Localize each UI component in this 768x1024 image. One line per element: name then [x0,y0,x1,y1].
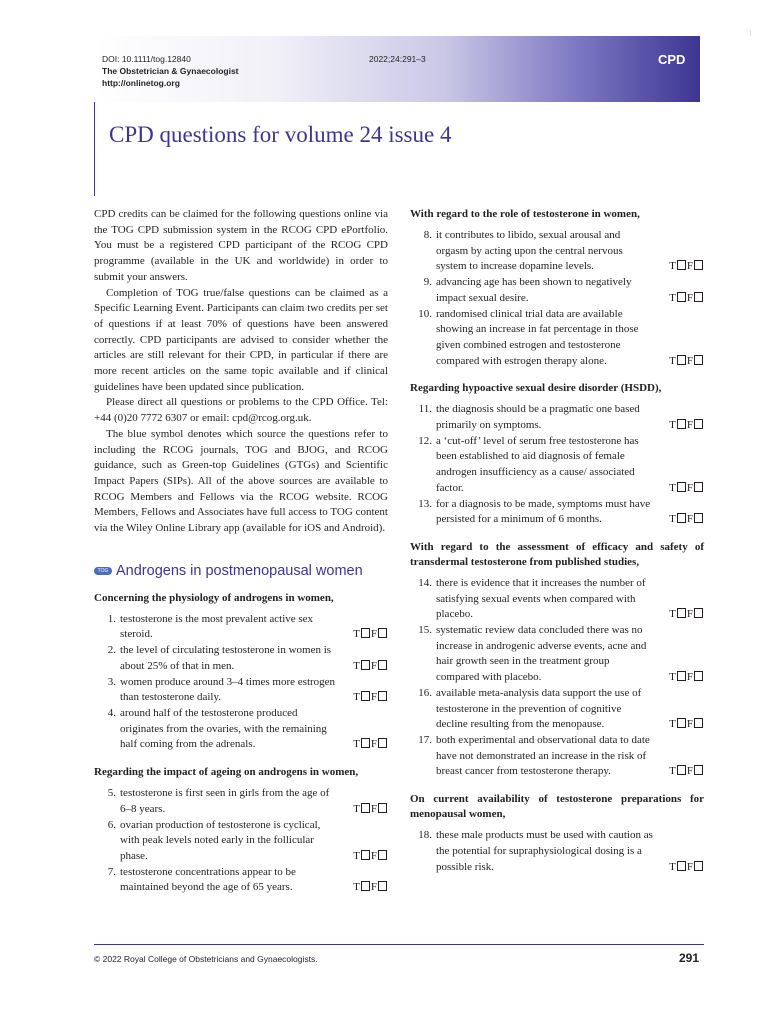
true-checkbox[interactable] [361,628,370,638]
false-label: F [370,628,377,641]
question-list [94,786,388,896]
title-rule [94,102,95,196]
question-text: advancing age has been shown to negatively impact sexual desire. [436,276,632,304]
true-label: T [669,765,676,778]
question-item [94,818,388,865]
question-item [94,865,388,896]
question-item [94,706,388,753]
section-title: Androgens in postmenopausal women [116,562,363,579]
true-label: T [669,354,676,367]
true-checkbox[interactable] [677,608,686,618]
true-label: T [669,260,676,273]
footer-copyright: © 2022 Royal College of Obstetricians and Gynaecologists. [94,954,318,964]
true-false-answer [669,607,704,623]
question-group-heading: With regard to the role of testosterone in women, [410,208,640,220]
false-checkbox[interactable] [694,292,703,302]
true-label: T [669,291,676,304]
false-checkbox[interactable] [694,718,703,728]
question-number: 1. [107,612,116,625]
false-checkbox[interactable] [694,861,703,871]
true-label: T [669,671,676,684]
true-false-answer [669,418,704,434]
question-item [410,623,704,686]
true-false-answer [669,481,704,497]
question-text: randomised clinical trial data are available showing an increase in fat percentage in those given combined estrogen and testosterone compared with estrogen therapy alone. [436,307,639,367]
question-item [410,228,704,275]
question-list [410,576,704,780]
false-label: F [686,481,693,494]
true-label: T [669,419,676,432]
false-label: F [686,608,693,621]
question-text: it contributes to libido, sexual arousal and orgasm by acting upon the central nervous system to increase dopamine levels. [436,229,623,273]
question-text: testosterone is the most prevalent active sex steroid. [120,612,314,641]
question-text: these male products must be used with caution as the potential for supraphysiological dosing is a possible risk. [436,829,653,873]
true-checkbox[interactable] [677,765,686,775]
question-item [94,612,388,643]
false-label: F [370,659,377,672]
false-label: F [686,860,693,873]
journal-name: The Obstetrician & Gynaecologist [102,66,239,76]
side-download-notice: … [748,30,754,36]
question-text: testosterone is first seen in girls from the age of 6–8 years. [120,787,330,815]
question-text: systematic review data concluded there was no increase in androgenic adverse events, acne and hair growth seen in the treatment group compared with placebo. [436,624,647,684]
false-checkbox[interactable] [378,738,387,748]
false-checkbox[interactable] [378,881,387,891]
question-group-heading: Regarding the impact of ageing on androgens in women, [94,766,359,779]
true-false-answer [669,670,704,686]
false-checkbox[interactable] [378,803,387,813]
true-false-answer [353,849,388,865]
tog-source-icon: TOG [94,567,112,575]
true-false-answer [669,259,704,275]
footer-rule [94,944,704,945]
true-checkbox[interactable] [361,691,370,701]
question-group-heading: Concerning the physiology of androgens in women, [94,591,334,604]
false-checkbox[interactable] [694,765,703,775]
true-false-answer [669,354,704,370]
question-item [410,733,704,780]
question-item [410,307,704,370]
question-item [410,497,704,528]
intro-paragraph: Completion of TOG true/false questions can be claimed as a Specific Learning Event. Participants can claim two credits per set of questions if at least 70% of questions have been answered correctly. CPD participants are advised to consider whether the articles are still relevant for their CPD, in particular if there are more recent articles on the same topic available and if clinical guidelines have been updated since publication. [94,286,388,393]
question-item [94,643,388,674]
true-false-answer [353,737,388,753]
question-number: 14. [418,576,432,589]
question-item [94,786,388,817]
question-group-heading: On current availability of testosterone preparations for menopausal women, [410,793,704,821]
true-label: T [669,608,676,621]
question-list [94,612,388,753]
true-false-answer [669,860,704,876]
false-label: F [686,671,693,684]
question-item [410,275,704,306]
question-list [410,828,704,875]
question-text: both experimental and observational data to date have not demonstrated an increase in the risk of breast cancer from testosterone therapy. [436,733,650,778]
question-text: women produce around 3–4 times more estrogen than testosterone daily. [120,675,336,704]
true-checkbox[interactable] [361,660,370,670]
question-text: ovarian production of testosterone is cyclical, with peak levels noted early in the follicular phase. [120,818,321,862]
false-checkbox[interactable] [694,355,703,365]
false-label: F [370,849,377,862]
true-label: T [669,860,676,873]
doi-text: DOI: 10.1111/tog.12840 [102,54,191,64]
true-false-answer [669,512,704,528]
question-item [410,828,704,875]
true-label: T [353,628,360,641]
true-checkbox[interactable] [361,803,370,813]
question-item [410,402,704,433]
false-checkbox[interactable] [694,608,703,618]
question-number: 2. [107,644,116,657]
true-false-answer [353,880,388,896]
true-label: T [669,481,676,494]
true-label: T [353,802,360,815]
question-number: 9. [423,276,432,289]
true-checkbox[interactable] [361,881,370,891]
question-number: 11. [418,403,432,416]
intro-paragraph: Please direct all questions or problems to the CPD Office. Tel: +44 (0)20 7772 6307 or email: cpd@rcog.org.uk. [94,396,388,425]
true-checkbox[interactable] [677,861,686,871]
question-item [94,675,388,706]
question-text: there is evidence that it increases the number of satisfying sexual events when compared with placebo. [436,576,646,621]
false-label: F [370,802,377,815]
question-number: 8. [423,229,432,241]
question-text: for a diagnosis to be made, symptoms must have persisted for a minimum of 6 months. [436,497,651,526]
true-false-answer [669,717,704,733]
true-false-answer [669,291,704,307]
true-checkbox[interactable] [677,419,686,429]
question-number: 5. [107,787,116,800]
question-number: 15. [418,624,432,637]
false-checkbox[interactable] [378,660,387,670]
false-label: F [686,419,693,432]
question-number: 6. [107,818,116,831]
false-checkbox[interactable] [694,513,703,523]
question-number: 10. [418,307,432,320]
false-checkbox[interactable] [378,850,387,860]
true-checkbox[interactable] [677,355,686,365]
true-false-answer [353,802,388,818]
false-checkbox[interactable] [694,671,703,681]
page-title: CPD questions for volume 24 issue 4 [109,122,452,147]
question-text: the level of circulating testosterone in women is about 25% of that in men. [120,644,332,672]
false-checkbox[interactable] [694,482,703,492]
intro-paragraph: CPD credits can be claimed for the following questions online via the TOG CPD submission system in the RCOG CPD ePortfolio. You must be a registered CPD participant of the RCOG CPD programme (available in the UK and worldwide) in order to submit your answers. [94,208,388,283]
false-label: F [686,513,693,526]
true-label: T [669,513,676,526]
false-label: F [370,881,377,894]
question-group-heading: Regarding hypoactive sexual desire disorder (HSDD), [410,382,662,395]
page-number: 291 [679,951,700,965]
false-label: F [686,765,693,778]
false-label: F [370,691,377,704]
true-label: T [353,849,360,862]
question-number: 7. [107,865,116,878]
true-checkbox[interactable] [677,513,686,523]
question-number: 16. [418,686,432,699]
right-column [410,207,704,875]
true-false-answer [353,690,388,706]
question-item [410,686,704,733]
journal-url-link[interactable]: http://onlinetog.org [102,78,180,88]
section-heading [94,563,388,579]
question-text: a ‘cut-off’ level of serum free testosterone has been established to aid diagnosis of female androgen insufficiency as a cause/ associated factor. [436,434,639,494]
question-text: available meta-analysis data support the use of testosterone in the prevention of cognitive decline resulting from the menopause. [436,686,642,731]
question-text: around half of the testosterone produced originates from the ovaries, with the remaining half coming from the adrenals. [120,706,327,751]
question-text: testosterone concentrations appear to be maintained beyond the age of 65 years. [120,865,296,894]
question-list [410,402,704,528]
cpd-badge: CPD [658,52,686,67]
true-checkbox[interactable] [361,738,370,748]
true-checkbox[interactable] [677,292,686,302]
left-column [94,207,388,896]
true-false-answer [353,659,388,675]
false-label: F [370,738,377,751]
false-label: F [686,354,693,367]
question-number: 13. [418,497,432,510]
true-label: T [353,881,360,894]
true-checkbox[interactable] [677,260,686,270]
true-label: T [353,691,360,704]
question-number: 18. [418,829,432,842]
true-false-answer [669,764,704,780]
true-label: T [353,738,360,751]
question-number: 3. [107,675,116,688]
true-checkbox[interactable] [361,850,370,860]
true-false-answer [353,627,388,643]
question-list [410,228,704,369]
question-item [410,576,704,623]
article-meta [102,53,239,89]
true-checkbox[interactable] [677,482,686,492]
false-checkbox[interactable] [694,419,703,429]
question-text: the diagnosis should be a pragmatic one based primarily on symptoms. [436,403,640,432]
true-checkbox[interactable] [677,671,686,681]
false-checkbox[interactable] [694,260,703,270]
false-label: F [686,291,693,304]
question-item [410,434,704,497]
question-number: 12. [418,434,432,447]
question-group-heading: With regard to the assessment of efficacy and safety of transdermal testosterone from published studies, [410,540,704,568]
false-label: F [686,260,693,273]
question-number: 17. [418,733,432,746]
question-number: 4. [107,706,116,719]
true-label: T [669,718,676,731]
year-pages: 2022;24:291–3 [369,54,426,64]
intro-paragraph: The blue symbol denotes which source the questions refer to including the RCOG journals, TOG and BJOG, and RCOG guidance, such as Green-top Guidelines (GTGs) and Scientific Impact Papers (SIPs). All of the above sources are available to RCOG Members and Fellows via the RCOG website. RCOG Members, Fellows and Associates have full access to TOG content via the Wiley Online Library app (available for iOS and Android). [94,427,388,535]
true-label: T [353,659,360,672]
false-checkbox[interactable] [378,691,387,701]
true-checkbox[interactable] [677,718,686,728]
false-checkbox[interactable] [378,628,387,638]
false-label: F [686,718,693,731]
